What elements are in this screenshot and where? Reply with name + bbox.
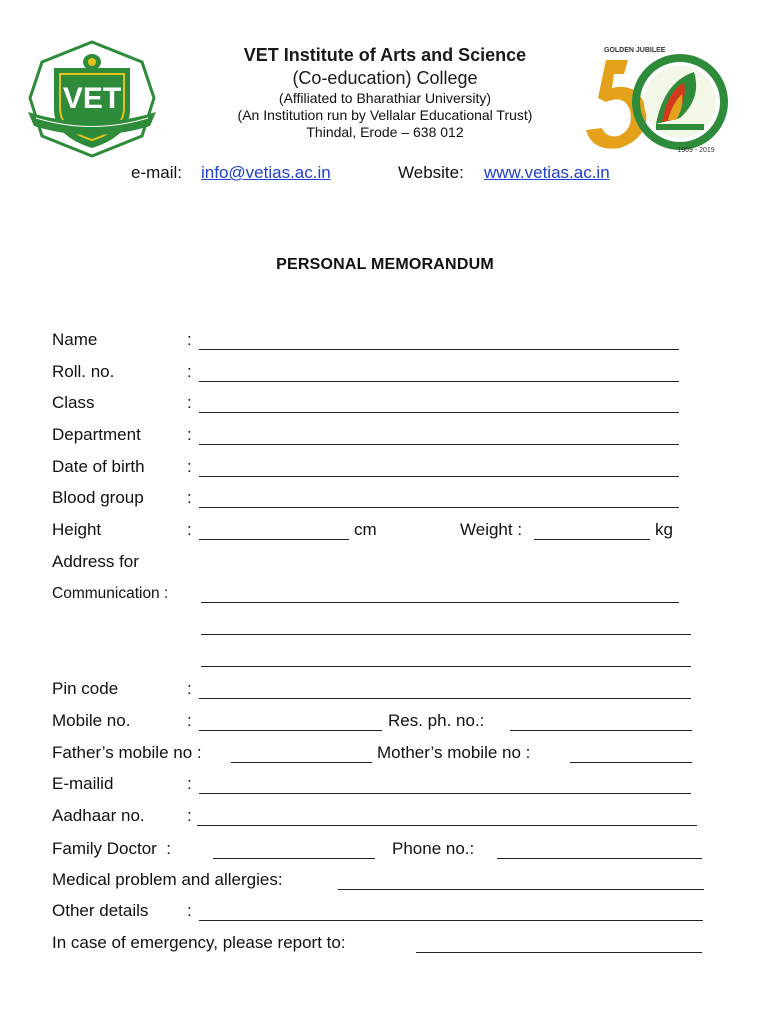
pincode-label: Pin code <box>52 679 119 698</box>
jubilee-banner-text: GOLDEN JUBILEE <box>604 47 666 54</box>
address-field-line2[interactable] <box>201 634 691 635</box>
emergency-field[interactable] <box>416 952 702 953</box>
class-label: Class <box>52 393 95 412</box>
blood-group-colon: : <box>187 488 192 507</box>
document-title: PERSONAL MEMORANDUM <box>276 256 494 273</box>
college-title: VET Institute of Arts and Science <box>243 45 527 65</box>
doctor-phone-field[interactable] <box>497 858 702 859</box>
emergency-label: In case of emergency, please report to: <box>52 933 346 952</box>
college-subtitle: (Co-education) College <box>292 68 478 88</box>
mobile-label: Mobile no. <box>52 711 131 730</box>
department-colon: : <box>187 425 192 444</box>
address-label-line2: Communication : <box>52 585 169 602</box>
department-label: Department <box>52 425 141 444</box>
height-colon: : <box>187 520 192 539</box>
pincode-field[interactable] <box>199 698 691 699</box>
doctor-phone-label: Phone no.: <box>392 839 475 858</box>
name-field[interactable] <box>199 349 679 350</box>
medical-label: Medical problem and allergies: <box>52 870 283 889</box>
aadhaar-field[interactable] <box>197 825 697 826</box>
blood-group-label: Blood group <box>52 488 144 507</box>
height-unit: cm <box>354 520 377 539</box>
dob-colon: : <box>187 457 192 476</box>
res-phone-field[interactable] <box>510 730 692 731</box>
jubilee-years-text: 1969 - 2019 <box>677 147 715 154</box>
roll-field[interactable] <box>199 381 679 382</box>
other-details-label: Other details <box>52 901 149 920</box>
mother-mobile-label: Mother’s mobile no : <box>377 743 531 762</box>
name-label: Name <box>52 330 98 349</box>
dob-field[interactable] <box>199 476 679 477</box>
department-field[interactable] <box>199 444 679 445</box>
email-label: e-mail: <box>131 163 183 182</box>
class-colon: : <box>187 393 192 412</box>
family-doctor-field[interactable] <box>213 858 375 859</box>
address-field-line1[interactable] <box>201 602 679 603</box>
emailid-label: E-mailid <box>52 774 114 793</box>
email-link[interactable]: info@vetias.ac.in <box>201 163 331 182</box>
dob-label: Date of birth <box>52 457 145 476</box>
vet-logo-text: VET <box>62 82 122 115</box>
other-details-field[interactable] <box>199 920 703 921</box>
affiliation-text: (Affiliated to Bharathiar University) <box>278 90 492 106</box>
height-field[interactable] <box>199 539 349 540</box>
aadhaar-label: Aadhaar no. <box>52 806 145 825</box>
other-details-colon: : <box>187 901 192 920</box>
emailid-colon: : <box>187 774 192 793</box>
family-doctor-label: Family Doctor : <box>52 839 172 858</box>
pincode-colon: : <box>187 679 192 698</box>
address-label-line1: Address for <box>52 552 139 571</box>
roll-colon: : <box>187 362 192 381</box>
address-field-line3[interactable] <box>201 666 691 667</box>
aadhaar-colon: : <box>187 806 192 825</box>
weight-label: Weight : <box>460 520 523 539</box>
blood-group-field[interactable] <box>199 507 679 508</box>
father-mobile-field[interactable] <box>231 762 372 763</box>
address-text: Thindal, Erode – 638 012 <box>306 124 464 140</box>
res-phone-label: Res. ph. no.: <box>388 711 485 730</box>
website-label: Website: <box>398 163 464 182</box>
roll-label: Roll. no. <box>52 362 115 381</box>
medical-field[interactable] <box>338 889 704 890</box>
emailid-field[interactable] <box>199 793 691 794</box>
mobile-field[interactable] <box>199 730 382 731</box>
trust-text: (An Institution run by Vellalar Educational Trust) <box>237 107 533 123</box>
class-field[interactable] <box>199 412 679 413</box>
name-colon: : <box>187 330 192 349</box>
website-link[interactable]: www.vetias.ac.in <box>484 163 610 182</box>
weight-field[interactable] <box>534 539 650 540</box>
height-label: Height <box>52 520 102 539</box>
mobile-colon: : <box>187 711 192 730</box>
vet-college-logo <box>24 40 160 158</box>
father-mobile-label: Father’s mobile no : <box>52 743 202 762</box>
weight-unit: kg <box>655 520 673 539</box>
mother-mobile-field[interactable] <box>570 762 692 763</box>
